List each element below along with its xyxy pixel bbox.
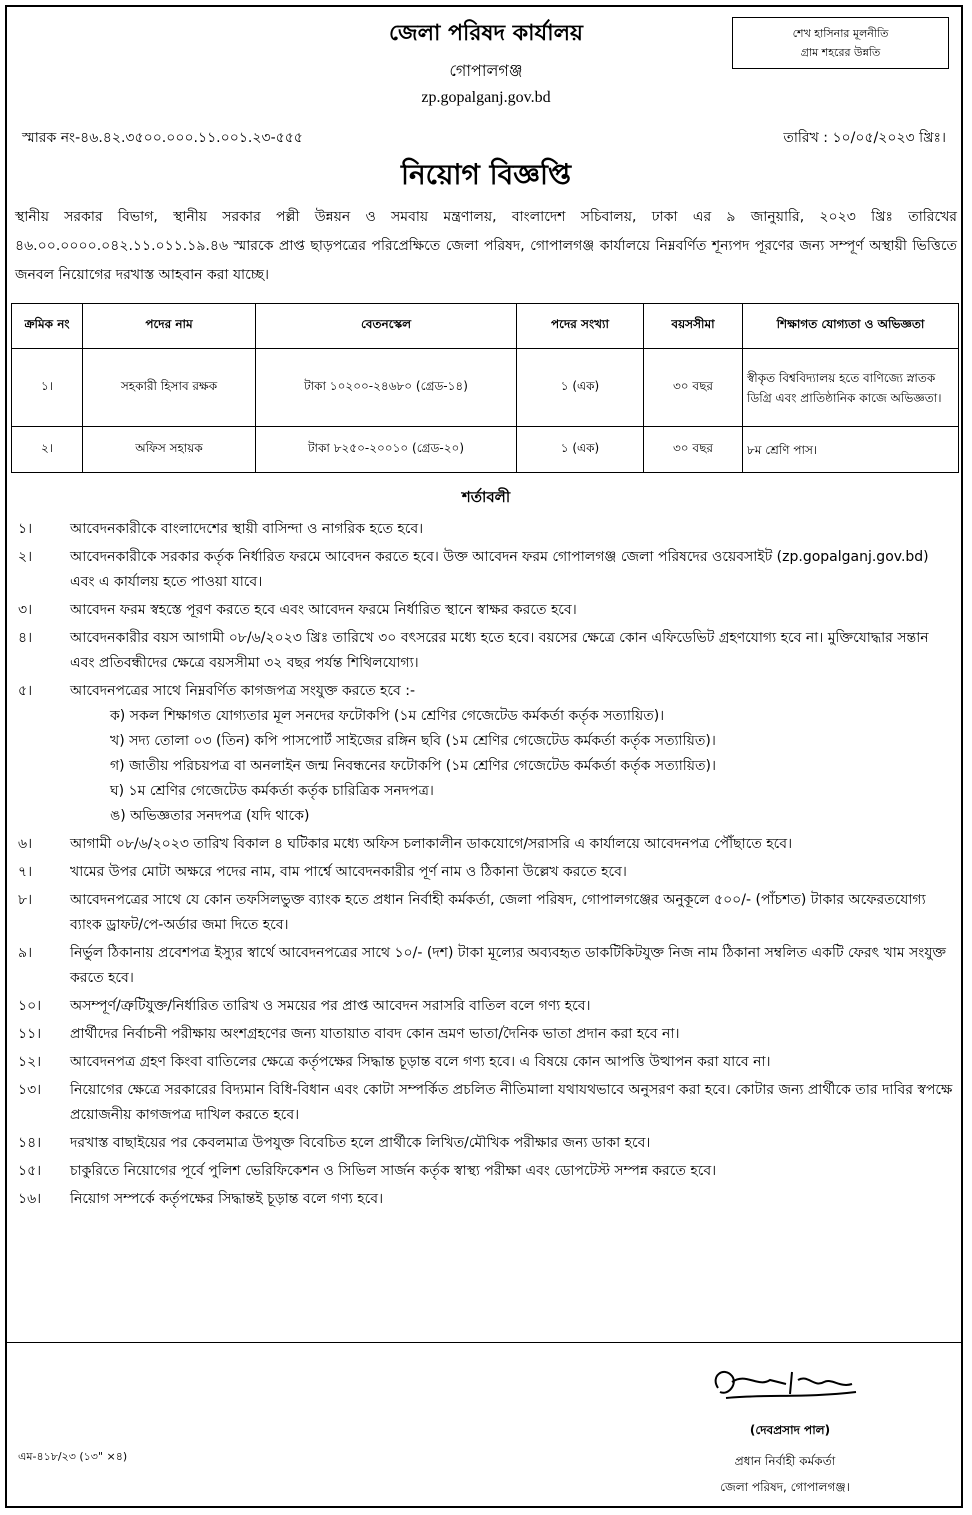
print-code: এম-৪১৮/২৩ (১৩" ×৪)	[18, 1450, 128, 1463]
table-row	[12, 427, 959, 473]
cell-post: অফিস সহায়ক	[83, 427, 256, 473]
condition-number: ৮।	[18, 892, 33, 908]
list-item	[18, 1159, 953, 1184]
col-pay: বেতনস্কেল	[256, 304, 517, 349]
condition-text: অসম্পূর্ণ/ত্রুটিযুক্ত/নির্ধারিত তারিখ ও সময়ের পর প্রাপ্ত আবেদন সরাসরি বাতিল বলে গণ্য হবে।	[70, 998, 591, 1014]
conditions-list	[18, 517, 953, 1215]
condition-text: আবেদন ফরম স্বহস্তে পূরণ করতে হবে এবং আবেদন ফরমে নির্ধারিত স্থানে স্বাক্ষর করতে হবে।	[70, 602, 577, 618]
condition-text: দরখাস্ত বাছাইয়ের পর কেবলমাত্র উপযুক্ত বিবেচিত হলে প্রার্থীকে লিখিত/মৌখিক পরীক্ষার জন্য ডাকা হবে।	[70, 1135, 651, 1151]
condition-number: ১৫।	[18, 1163, 42, 1179]
condition-text: প্রার্থীদের নির্বাচনী পরীক্ষায় অংশগ্রহণের জন্য যাতায়াত বাবদ কোন ভ্রমণ ভাতা/দৈনিক ভাতা প্রদান করা হবে না।	[70, 1026, 680, 1042]
condition-text: নির্ভুল ঠিকানায় প্রবেশপত্র ইস্যুর স্বার্থে আবেদনপত্রের সাথে ১০/- (দশ) টাকা মূল্যের অব্যবহৃত ডাকটিকিটযুক্ত নিজ নাম ঠিকানা সম্বলিত একটি ফেরৎ খাম সংযুক্ত করতে হবে।	[70, 945, 946, 986]
notice-intro: স্থানীয় সরকার বিভাগ, স্থানীয় সরকার পল্লী উন্নয়ন ও সমবায় মন্ত্রণালয়, বাংলাদেশ সচিবালয়, ঢাকা এর ৯ জানুয়ারি, ২০২৩ খ্রিঃ তারিখের ৪৬.০০.০০০০.০৪২.১১.০১১.১৯.৪৬ স্মারকে প্রাপ্ত ছাড়পত্রের পরিপ্রেক্ষিতে জেলা পরিষদ, গোপালগঞ্জ কার্যালয়ে নিম্নবর্ণিত শূন্যপদ পূরণের জন্য সম্পূর্ণ অস্থায়ী ভিত্তিতে জনবল নিয়োগের দরখাস্ত আহবান করা যাচ্ছে।	[15, 209, 957, 283]
condition-number: ৫।	[18, 683, 33, 699]
document-requirement: খ) সদ্য তোলা ০৩ (তিন) কপি পাসপোর্ট সাইজের রঙ্গিন ছবি (১ম শ্রেণির গেজেটেড কর্মকর্তা কর্তৃক সত্যায়িত)।	[110, 733, 716, 749]
list-item	[18, 1022, 953, 1047]
list-item	[18, 1187, 953, 1212]
condition-number: ১২।	[18, 1054, 42, 1070]
condition-text: আগামী ০৮/৬/২০২৩ তারিখ বিকাল ৪ ঘটিকার মধ্যে অফিস চলাকালীন ডাকযোগে/সরাসরি এ কার্যালয়ে আবেদনপত্র পৌঁছাতে হবে।	[70, 836, 793, 852]
cell-qualification: স্বীকৃত বিশ্ববিদ্যালয় হতে বাণিজ্যে স্নাতক ডিগ্রি এবং প্রাতিষ্ঠানিক কাজে অভিজ্ঞতা।	[743, 349, 959, 427]
table-header-row	[12, 304, 959, 349]
signatory-designation: প্রধান নির্বাহী কর্মকর্তা	[734, 1454, 836, 1468]
signatory-name: (দেবপ্রসাদ পাল)	[749, 1423, 831, 1437]
cell-serial: ২।	[12, 427, 83, 473]
condition-number: ১৪।	[18, 1135, 42, 1151]
condition-text: আবেদনপত্রের সাথে নিম্নবর্ণিত কাগজপত্র সংযুক্ত করতে হবে :-	[70, 683, 416, 699]
condition-number: ১৩।	[18, 1082, 42, 1098]
list-item	[18, 679, 953, 829]
condition-text: আবেদনকারীকে বাংলাদেশের স্থায়ী বাসিন্দা ও নাগরিক হতে হবে।	[70, 521, 424, 537]
condition-number: ৬।	[18, 836, 33, 852]
condition-text: নিয়োগ সম্পর্কে কর্তৃপক্ষের সিদ্ধান্তই চূড়ান্ত বলে গণ্য হবে।	[70, 1191, 384, 1207]
cell-count: ১ (এক)	[517, 427, 644, 473]
condition-text: আবেদনকারীকে সরকার কর্তৃক নির্ধারিত ফরমে আবেদন করতে হবে। উক্ত আবেদন ফরম গোপালগঞ্জ জেলা পরিষদের ওয়েবসাইট (zp.gopalganj.gov.bd) এবং এ কার্যালয় হতে পাওয়া যাবে।	[70, 549, 929, 590]
vacancy-table	[11, 303, 959, 473]
col-count: পদের সংখ্যা	[517, 304, 644, 349]
condition-number: ৯।	[18, 945, 33, 961]
document-requirement: গ) জাতীয় পরিচয়পত্র বা অনলাইন জন্ম নিবন্ধনের ফটোকপি (১ম শ্রেণির গেজেটেড কর্মকর্তা কর্তৃক সত্যায়িত)।	[110, 758, 717, 774]
list-item	[18, 1050, 953, 1075]
cell-count: ১ (এক)	[517, 349, 644, 427]
condition-text: আবেদনকারীর বয়স আগামী ০৮/৬/২০২৩ খ্রিঃ তারিখে ৩০ বৎসরের মধ্যে হতে হবে। বয়সের ক্ষেত্রে কোন এফিডেভিট গ্রহণযোগ্য হবে না। মুক্তিযোদ্ধার সন্তান এবং প্রতিবন্ধীদের ক্ষেত্রে বয়সসীমা ৩২ বছর পর্যন্ত শিথিলযোগ্য।	[70, 630, 929, 671]
list-item	[18, 832, 953, 857]
table-row	[12, 349, 959, 427]
col-serial: ক্রমিক নং	[12, 304, 83, 349]
signature-mark	[706, 1358, 866, 1408]
document-requirement: ক) সকল শিক্ষাগত যোগ্যতার মূল সনদের ফটোকপি (১ম শ্রেণির গেজেটেড কর্মকর্তা কর্তৃক সত্যায়িত)।	[110, 708, 665, 724]
document-requirement: ঙ) অভিজ্ঞতার সনদপত্র (যদি থাকে)	[110, 808, 310, 824]
condition-text: নিয়োগের ক্ষেত্রে সরকারের বিদ্যমান বিধি-বিধান এবং কোটা সম্পর্কিত প্রচলিত নীতিমালা যথাযথভাবে অনুসরণ করা হবে। কোটার জন্য প্রার্থীকে তার দাবির স্বপক্ষে প্রয়োজনীয় কাগজপত্র দাখিল করতে হবে।	[70, 1082, 953, 1123]
list-item	[18, 860, 953, 885]
cell-age: ৩০ বছর	[644, 427, 743, 473]
signature-divider	[5, 1342, 963, 1343]
condition-number: ৪।	[18, 630, 33, 646]
cell-age: ৩০ বছর	[644, 349, 743, 427]
cell-pay: টাকা ১০২০০-২৪৬৮০ (গ্রেড-১৪)	[256, 349, 517, 427]
list-item	[18, 888, 953, 938]
col-qualification: শিক্ষাগত যোগ্যতা ও অভিজ্ঞতা	[743, 304, 959, 349]
list-item	[18, 545, 953, 595]
list-item	[18, 626, 953, 676]
conditions-title: শর্তাবলী	[461, 488, 511, 506]
condition-text-group	[70, 679, 953, 829]
slogan-line-2: গ্রাম শহরের উন্নতি	[800, 46, 881, 59]
col-post: পদের নাম	[83, 304, 256, 349]
list-item	[18, 517, 953, 542]
cell-qualification: ৮ম শ্রেণি পাস।	[743, 427, 959, 473]
memo-number: স্মারক নং-৪৬.৪২.৩৫০০.০০০.১১.০০১.২৩-৫৫৫	[22, 130, 303, 146]
condition-number: ৩।	[18, 602, 33, 618]
list-item	[18, 1078, 953, 1128]
website-link[interactable]: zp.gopalganj.gov.bd	[421, 89, 551, 106]
condition-text: খামের উপর মোটা অক্ষরে পদের নাম, বাম পার্শ্বে আবেদনকারীর পূর্ণ নাম ও ঠিকানা উল্লেখ করতে হবে।	[70, 864, 627, 880]
condition-text: চাকুরিতে নিয়োগের পূর্বে পুলিশ ভেরিফিকেশন ও সিভিল সার্জন কর্তৃক স্বাস্থ্য পরীক্ষা এবং ডোপটেস্ট সম্পন্ন করতে হবে।	[70, 1163, 717, 1179]
notice-title: নিয়োগ বিজ্ঞপ্তি	[400, 158, 572, 191]
list-item	[18, 941, 953, 991]
document-requirement: ঘ) ১ম শ্রেণির গেজেটেড কর্মকর্তা কর্তৃক চারিত্রিক সনদপত্র।	[110, 783, 434, 799]
signatory-block	[690, 1448, 880, 1500]
condition-number: ১০।	[18, 998, 42, 1014]
condition-text: আবেদনপত্রের সাথে যে কোন তফসিলভুক্ত ব্যাংক হতে প্রধান নির্বাহী কর্মকর্তা, জেলা পরিষদ, গোপালগঞ্জের অনুকূলে ৫০০/- (পাঁচশত) টাকার অফেরতযোগ্য ব্যাংক ড্রাফট/পে-অর্ডার জমা দিতে হবে।	[70, 892, 926, 933]
condition-number: ১১।	[18, 1026, 42, 1042]
col-age: বয়সসীমা	[644, 304, 743, 349]
condition-number: ১।	[18, 521, 33, 537]
list-item	[18, 598, 953, 623]
list-item	[18, 1131, 953, 1156]
condition-number: ২।	[18, 549, 33, 565]
condition-number: ৭।	[18, 864, 33, 880]
condition-number: ১৬।	[18, 1191, 42, 1207]
cell-post: সহকারী হিসাব রক্ষক	[83, 349, 256, 427]
list-item	[18, 994, 953, 1019]
slogan-line-1: শেখ হাসিনার মূলনীতি	[792, 27, 889, 40]
office-title: জেলা পরিষদ কার্যালয়	[389, 21, 583, 46]
notice-date: তারিখ : ১০/০৫/২০২৩ খ্রিঃ।	[783, 130, 946, 146]
signatory-office: জেলা পরিষদ, গোপালগঞ্জ।	[720, 1480, 850, 1494]
condition-text: আবেদনপত্র গ্রহণ কিংবা বাতিলের ক্ষেত্রে কর্তৃপক্ষের সিদ্ধান্ত চূড়ান্ত বলে গণ্য হবে। এ বিষয়ে কোন আপত্তি উত্থাপন করা যাবে না।	[70, 1054, 771, 1070]
district-name: গোপালগঞ্জ	[449, 61, 523, 80]
cell-serial: ১।	[12, 349, 83, 427]
cell-pay: টাকা ৮২৫০-২০০১০ (গ্রেড-২০)	[256, 427, 517, 473]
